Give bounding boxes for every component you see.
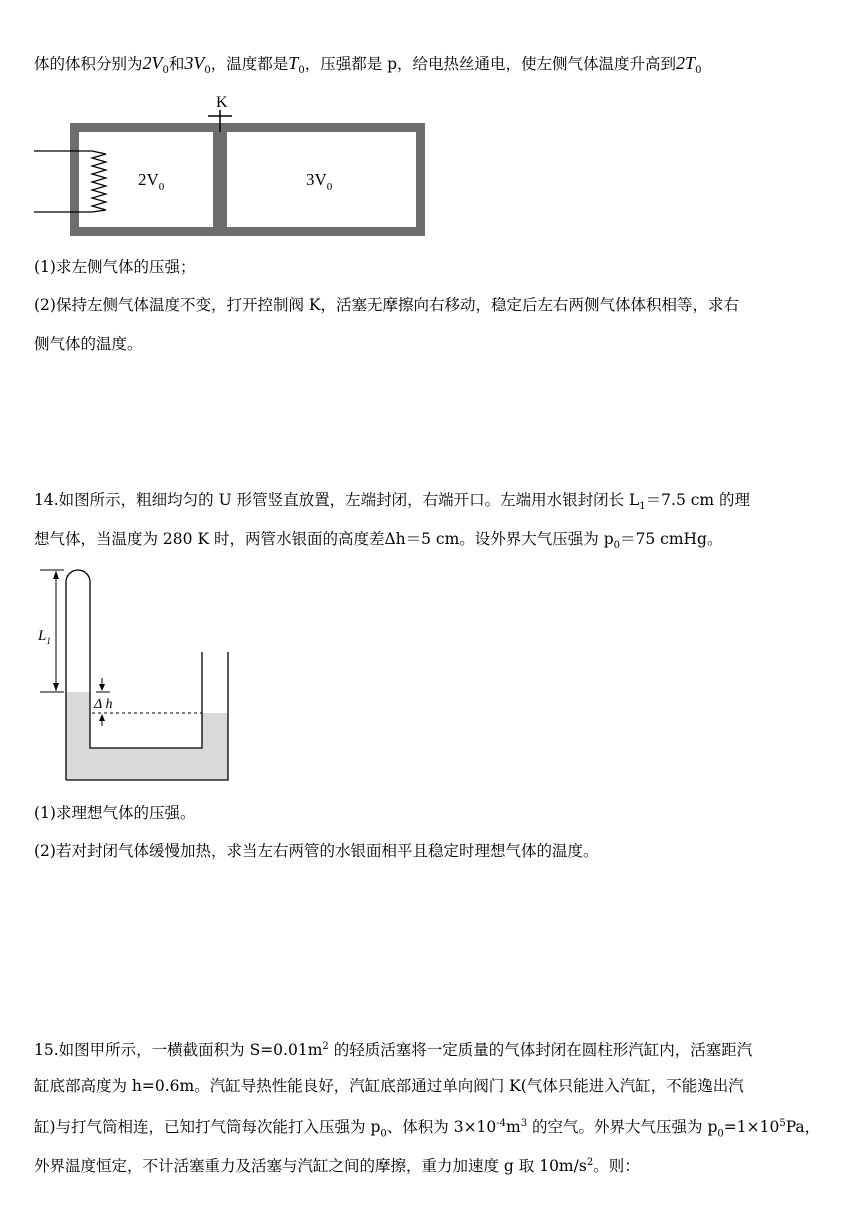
sup: 3 [520, 1118, 528, 1129]
q13-question-1: (1)求左侧气体的压强； [34, 258, 196, 276]
sup: 2 [586, 1157, 594, 1168]
sub: 0 [162, 65, 169, 77]
text: ＝75 cmHg。 [620, 530, 723, 548]
sub: 0 [380, 1128, 387, 1140]
q13-cylinder-figure [34, 90, 434, 245]
sub: 0 [613, 540, 621, 552]
fig-label-2v0: $2V_0$ [138, 170, 165, 193]
q13-question-2b: 侧气体的温度。 [34, 335, 143, 353]
sup: 2 [322, 1041, 329, 1052]
text: 想气体，当温度为 280 K 时，两管水银面的高度差Δh＝5 cm。设外界大气压强为 p [34, 530, 614, 548]
text: ，压强都是 p，给电热丝通电，使左侧气体温度升高到 [304, 55, 677, 73]
q15-stem-line-1 [34, 1035, 752, 1062]
q15-stem-line-2: 缸底部高度为 h=0.6m。汽缸导热性能良好，汽缸底部通过单向阀门 K(气体只能进入汽缸，不能逸出汽 [34, 1077, 744, 1095]
math-t0: T [288, 53, 299, 73]
text: 外界温度恒定，不计活塞重力及活塞与汽缸之间的摩擦，重力加速度 g 取 10m/s [34, 1157, 587, 1176]
text: 。则： [593, 1157, 640, 1176]
math-2v0: 2V [142, 53, 163, 73]
text: ＝7.5 cm 的理 [645, 491, 751, 509]
q14-question-2: (2)若对封闭气体缓慢加热，求当左右两管的水银面相平且稳定时理想气体的温度。 [34, 842, 599, 860]
q13-question-2a: (2)保持左侧气体温度不变，打开控制阀 K，活塞无摩擦向右移动，稳定后左右两侧气体体积相等，求右 [34, 296, 739, 314]
sub: 0 [204, 65, 211, 77]
math-2t0: 2T [676, 53, 696, 73]
fig-label-k: K [216, 94, 228, 111]
text: Pa， [785, 1118, 821, 1137]
text: 、体积为 3×10 [386, 1118, 497, 1137]
sub: 0 [717, 1128, 724, 1140]
q14-stem-line-2 [34, 527, 722, 558]
q14-u-tube-figure [34, 562, 244, 784]
text: 和 [168, 55, 185, 73]
text: 14.如图所示，粗细均匀的 U 形管竖直放置，左端封闭，右端开口。左端用水银封闭长 L [34, 491, 640, 509]
text: =1×10 [723, 1118, 780, 1137]
text: 的轻质活塞将一定质量的气体封闭在圆柱形汽缸内，活塞距汽 [328, 1041, 753, 1060]
text: m [506, 1118, 521, 1137]
fig-label-dh: Δ h [94, 697, 113, 712]
q13-intro-line [34, 51, 701, 83]
text: 缸)与打气筒相连，已知打气筒每次能打入压强为 p [34, 1118, 381, 1137]
sup: -4 [496, 1118, 507, 1129]
q15-stem-line-4 [34, 1151, 640, 1178]
math-3v0: 3V [184, 53, 205, 73]
q14-stem-line-1 [34, 488, 750, 519]
text: 15.如图甲所示，一横截面积为 S=0.01m [34, 1041, 323, 1060]
sub: 0 [695, 65, 702, 77]
q15-stem-line-3 [34, 1112, 820, 1146]
text: 的空气。外界大气压强为 p [527, 1118, 718, 1137]
fig-label-3v0: $3V_0$ [306, 170, 333, 193]
q14-question-1: (1)求理想气体的压强。 [34, 804, 196, 822]
text: 体的体积分别为 [34, 55, 143, 73]
text: ，温度都是 [210, 55, 289, 73]
sup: 5 [779, 1118, 786, 1129]
fig-label-l1: $L_1$ [38, 628, 51, 646]
sub: 0 [298, 65, 305, 77]
sub: 1 [639, 501, 646, 513]
